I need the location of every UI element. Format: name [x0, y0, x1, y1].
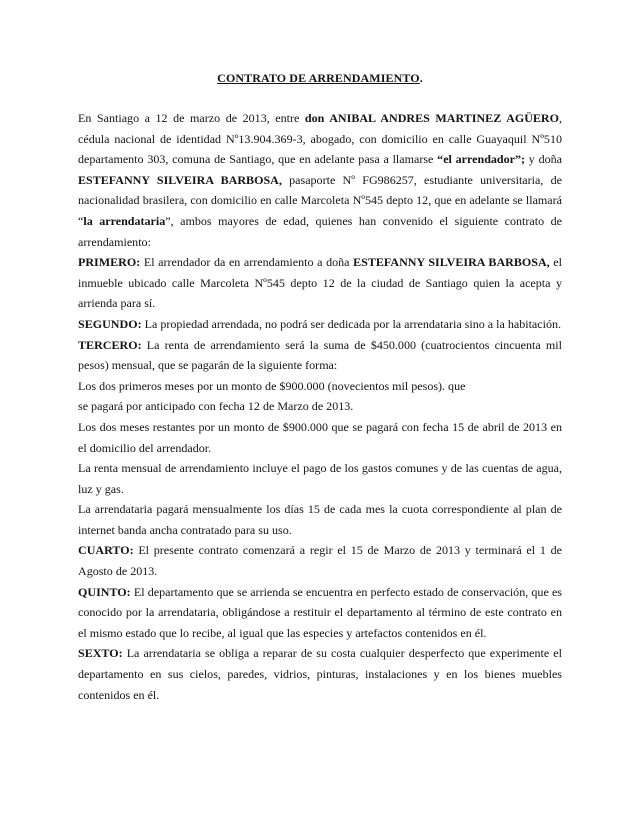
title-period: .	[419, 71, 423, 85]
clause-quinto-label: QUINTO:	[78, 584, 131, 599]
clause-primero-text-1: El arrendador da en arrendamiento a doña	[140, 255, 354, 270]
lessee-name: ESTEFANNY SILVEIRA BARBOSA,	[78, 172, 282, 187]
intro-paragraph	[78, 108, 562, 252]
lessor-alias: “el arrendador”;	[437, 152, 526, 167]
contract-body	[78, 108, 562, 705]
clause-tercero-label: TERCERO:	[78, 337, 142, 352]
lessee-alias: la arrendataria	[83, 213, 166, 228]
clause-primero	[78, 252, 562, 314]
intro-text-2: , cédula nacional de identidad Nº13.904.369-3, abogado, con domicilio en calle Guayaquil Nº510 departamento 303, comuna de Santiago, que en adelante pasa a llamarse	[78, 111, 563, 167]
clause-tercero-text: La renta de arrendamiento será la suma de $450.000 (cuatrocientos cincuenta mil pesos) mensual, que se pagarán de la siguiente forma:	[78, 337, 562, 373]
document-title	[78, 70, 562, 86]
clause-sexto-label: SEXTO:	[78, 646, 123, 661]
clause-quinto	[78, 582, 562, 644]
clause-cuarto-label: CUARTO:	[78, 543, 134, 558]
clause-tercero-line-3: se pagará por anticipado con fecha 12 de Marzo de 2013.	[78, 399, 354, 414]
intro-text-5: ”, ambos mayores de edad, quienes han convenido el siguiente contrato de arrendamiento:	[78, 213, 562, 249]
intro-text-3: y doña	[525, 152, 562, 167]
clause-primero-name: ESTEFANNY SILVEIRA BARBOSA,	[353, 255, 550, 270]
clause-tercero	[78, 335, 562, 376]
clause-cuarto-text: El presente contrato comenzará a regir el 15 de Marzo de 2013 y terminará el 1 de Agosto de 2013.	[78, 543, 562, 579]
intro-text-4: pasaporte Nº FG986257, estudiante universitaria, de nacionalidad brasilera, con domicilio en calle Marcoleta Nº545 depto 12, que en adelante se llamará “	[78, 172, 563, 228]
clause-cuarto	[78, 540, 562, 581]
clause-primero-label: PRIMERO:	[78, 255, 141, 270]
clause-primero-text-2: el inmueble ubicado calle Marcoleta Nº545 depto 12 de la ciudad de Santiago quien la acepta y arrienda para sí.	[78, 255, 562, 311]
clause-quinto-text: El departamento que se arrienda se encuentra en perfecto estado de conservación, que es conocido por la arrendataria, obligándose a restituir el departamento al término de este contrato en el mismo estado que lo recibe, al igual que las especies y artefactos contenidos en él.	[78, 584, 562, 640]
clause-tercero-line-4: Los dos meses restantes por un monto de $900.000 que se pagará con fecha 15 de abril de 2013 en el domicilio del arrendador.	[78, 419, 562, 455]
clause-tercero-line-5: La renta mensual de arrendamiento incluye el pago de los gastos comunes y de las cuentas de agua, luz y gas.	[78, 461, 562, 496]
clause-segundo-label: SEGUNDO:	[78, 316, 142, 331]
clause-segundo-text: La propiedad arrendada, no podrá ser dedicada por la arrendataria sino a la habitación.	[141, 316, 562, 331]
lessor-name: don ANIBAL ANDRES MARTINEZ AGÜERO	[304, 111, 559, 125]
clause-sexto-text: La arrendataria se obliga a reparar de su costa cualquier desperfecto que experimente el departamento en sus cielos, paredes, vidrios, pinturas, instalaciones y en los bienes muebles contenidos en él.	[78, 646, 562, 702]
intro-text-1: En Santiago a 12 de marzo de 2013, entre	[78, 111, 305, 125]
title-text: CONTRATO DE ARRENDAMIENTO	[217, 71, 420, 85]
clause-sexto	[78, 643, 562, 705]
clause-tercero-line-2: Los dos primeros meses por un monto de $900.000 (novecientos mil pesos). que	[78, 378, 466, 393]
clause-segundo	[78, 314, 562, 335]
clause-tercero-line-6: La arrendataria pagará mensualmente los días 15 de cada mes la cuota correspondiente al plan de internet banda ancha contratado para su uso.	[78, 502, 562, 537]
